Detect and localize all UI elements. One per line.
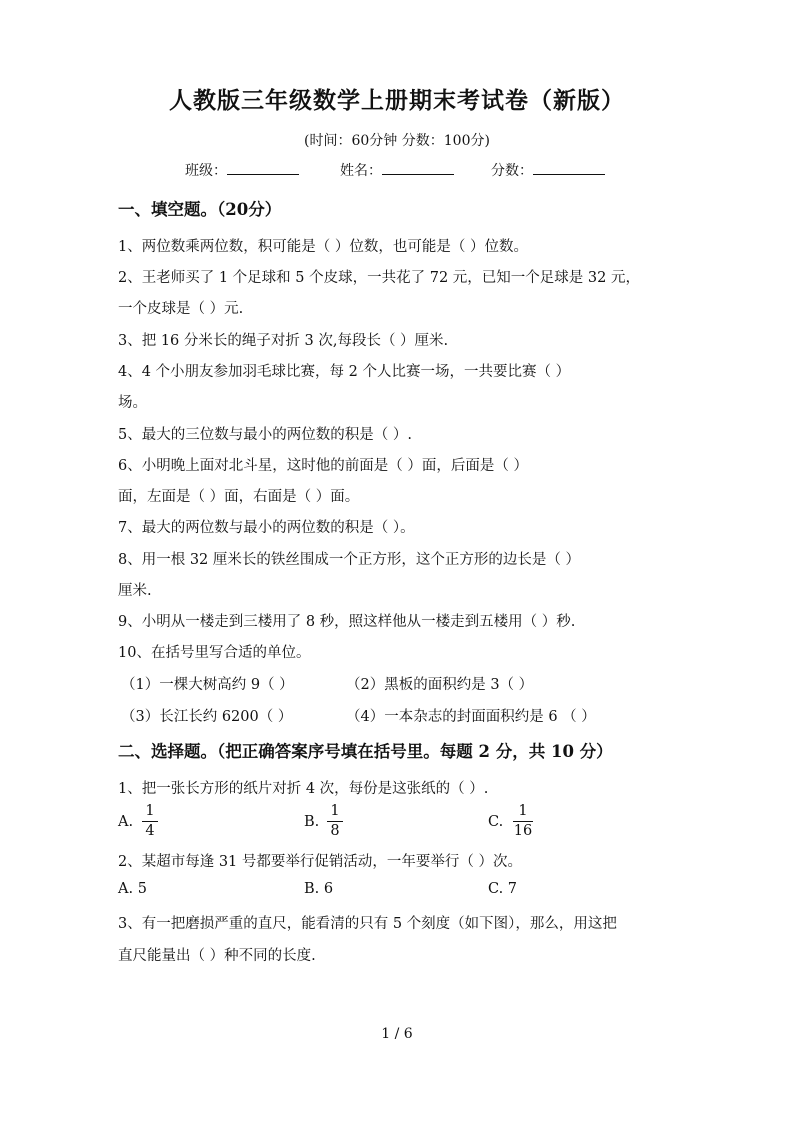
- option-c: C. 7: [488, 881, 518, 897]
- question-line: 8、用一根 32 厘米长的铁丝围成一个正方形，这个正方形的边长是（ ）: [118, 552, 581, 568]
- section1-heading: 一、填空题。（20分）: [118, 200, 282, 219]
- q10-part-1: （1）一棵大树高约 9（ ）: [121, 677, 294, 693]
- question-line: 一个皮球是（ ）元.: [118, 301, 244, 317]
- class-blank: [227, 160, 299, 175]
- option-a: A. 5: [118, 881, 147, 897]
- fraction-option-a: [140, 803, 160, 840]
- name-blank: [382, 160, 454, 175]
- question-line: 场。: [118, 395, 147, 411]
- choice-question-1: 1、把一张长方形的纸片对折 4 次，每份是这张纸的（ ）.: [118, 781, 489, 797]
- question-line: 5、最大的三位数与最小的两位数的积是（ ）.: [118, 427, 412, 443]
- option-b: B. 6: [304, 881, 334, 897]
- choice-question-3: 3、有一把磨损严重的直尺，能看清的只有 5 个刻度（如下图），那么，用这把: [118, 916, 617, 932]
- q10-part-2: （2）黑板的面积约是 3（ ）: [346, 677, 534, 693]
- question-line: 7、最大的两位数与最小的两位数的积是（ ）。: [118, 520, 415, 536]
- class-label: 班级：: [185, 163, 227, 179]
- section2-heading: 二、选择题。（把正确答案序号填在括号里。每题 2 分，共 10 分）: [118, 742, 613, 761]
- question-line: 厘米.: [118, 583, 152, 599]
- fraction-numerator: 1: [518, 803, 528, 819]
- score-field: [491, 160, 605, 180]
- fraction-denominator: 4: [145, 823, 155, 839]
- name-label: 姓名：: [340, 163, 382, 179]
- fraction-option-b: [325, 803, 345, 840]
- fraction-numerator: 1: [145, 803, 155, 819]
- question-line: 6、小明晚上面对北斗星，这时他的前面是（ ）面，后面是（ ）: [118, 458, 528, 474]
- class-field: [185, 160, 299, 180]
- q10-part-3: （3）长江长约 6200（ ）: [121, 709, 293, 725]
- score-blank: [533, 160, 605, 175]
- fraction-numerator: 1: [330, 803, 340, 819]
- choice-question-2: 2、某超市每逢 31 号都要举行促销活动，一年要举行（ ）次。: [118, 854, 523, 870]
- fraction-bar: [513, 821, 533, 822]
- page-title: 人教版三年级数学上册期末考试卷（新版）: [169, 87, 625, 114]
- fraction-option-c: [511, 803, 535, 840]
- question-line: 面，左面是（ ）面，右面是（ ）面。: [118, 489, 360, 505]
- question-line: 3、把 16 分米长的绳子对折 3 次,每段长（ ）厘米.: [118, 333, 449, 349]
- question-line: 2、王老师买了 1 个足球和 5 个皮球，一共花了 72 元，已知一个足球是 32 元，: [118, 270, 640, 286]
- q10-part-4: （4）一本杂志的封面面积约是 6 （ ）: [346, 709, 596, 725]
- page-number: 1 / 6: [381, 1026, 413, 1042]
- score-label: 分数：: [491, 163, 533, 179]
- question-line: 10、在括号里写合适的单位。: [118, 645, 311, 661]
- name-field: [340, 160, 454, 180]
- question-line: 9、小明从一楼走到三楼用了 8 秒，照这样他从一楼走到五楼用（ ）秒.: [118, 614, 576, 630]
- option-label: B.: [304, 814, 320, 830]
- fraction-bar: [142, 821, 158, 822]
- option-label: A.: [118, 814, 134, 830]
- question-line: 1、两位数乘两位数，积可能是（ ）位数，也可能是（ ）位数。: [118, 239, 528, 255]
- choice-question-3-cont: 直尺能量出（ ）种不同的长度.: [118, 948, 316, 964]
- exam-subtitle: (时间：60分钟 分数：100分): [304, 133, 490, 149]
- fraction-denominator: 16: [513, 823, 533, 839]
- option-label: C.: [488, 814, 504, 830]
- fraction-denominator: 8: [330, 823, 340, 839]
- question-line: 4、4 个小朋友参加羽毛球比赛，每 2 个人比赛一场，一共要比赛（ ）: [118, 364, 571, 380]
- fraction-bar: [327, 821, 343, 822]
